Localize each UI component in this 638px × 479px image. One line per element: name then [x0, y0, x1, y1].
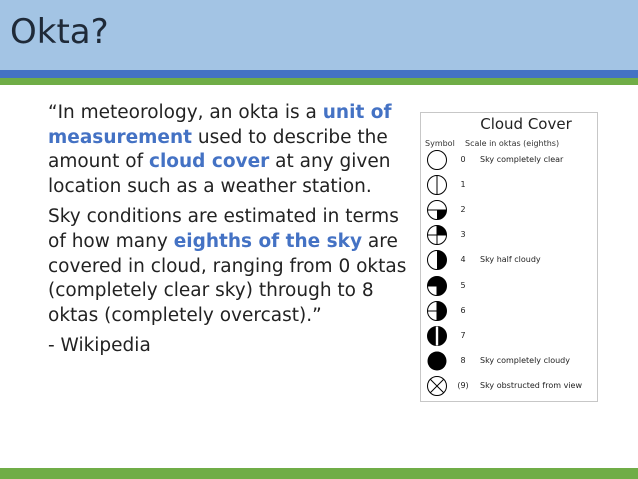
paragraph-sky-conditions: [48, 205, 408, 328]
text-segment: used to describe the amount of: [48, 126, 388, 173]
okta-number: 4: [460, 255, 466, 265]
okta-obstructed-icon: [426, 375, 448, 397]
okta-row: [421, 249, 597, 271]
okta-row: [421, 224, 597, 246]
okta-row: [421, 350, 597, 372]
paragraph-definition: [48, 101, 408, 199]
text-segment: at any given location such as a weather station.: [48, 151, 391, 197]
title-band: [0, 0, 638, 70]
okta-fill-full: [428, 351, 447, 370]
figure-title: Cloud Cover: [480, 115, 572, 133]
okta-description: Sky half cloudy: [480, 255, 541, 265]
okta-3-icon: [426, 224, 448, 246]
okta-number: 2: [460, 205, 466, 215]
okta-number: 1: [460, 180, 466, 190]
okta-number: 8: [460, 355, 466, 365]
okta-number: (9): [457, 380, 469, 390]
okta-number: 6: [460, 305, 466, 315]
okta-description: Sky completely clear: [480, 155, 564, 164]
column-header-scale: Scale in oktas (eighths): [465, 139, 560, 148]
attribution: - Wikipedia: [48, 335, 151, 357]
okta-row: [421, 199, 597, 221]
okta-row: [421, 325, 597, 347]
highlight-cloud-cover: cloud cover: [148, 151, 270, 173]
okta-fill-sector: [437, 326, 447, 345]
okta-number: 5: [460, 280, 466, 290]
okta-row: [421, 174, 597, 196]
okta-number: 0: [460, 155, 466, 164]
okta-fill-sector: [437, 251, 447, 270]
body-text: [48, 101, 408, 365]
okta-6-icon: [426, 300, 448, 322]
highlight-eighths-of-the-sky: eighths of the sky: [173, 230, 363, 252]
okta-7-icon: [426, 325, 448, 347]
okta-fill-sector: [428, 326, 438, 345]
text-segment: Sky conditions are estimated in terms of how many: [48, 206, 399, 252]
okta-row: [421, 149, 597, 171]
okta-0-icon: [426, 149, 448, 171]
text-segment: are covered in cloud, ranging from 0 oktas (completely clear sky) through to 8 oktas (completely overcast).”: [48, 230, 407, 326]
okta-outline: [428, 151, 447, 170]
okta-description: Sky obstructed from view: [480, 380, 582, 390]
highlight-unit-of-measurement: unit of measurement: [48, 102, 392, 148]
okta-4-icon: [426, 249, 448, 271]
okta-2-icon: [426, 199, 448, 221]
okta-1-icon: [426, 174, 448, 196]
okta-5-icon: [426, 275, 448, 297]
bottom-band: [0, 468, 638, 479]
okta-number: 3: [460, 230, 466, 240]
okta-number: 7: [460, 330, 466, 340]
okta-row: [421, 375, 597, 397]
okta-row: [421, 300, 597, 322]
okta-row: [421, 275, 597, 297]
column-header-symbol: Symbol: [425, 139, 455, 148]
blue-divider: [0, 70, 638, 78]
cloud-cover-figure: [420, 112, 598, 402]
okta-8-icon: [426, 350, 448, 372]
text-segment: “In meteorology, an okta is a: [48, 102, 323, 123]
okta-description: Sky completely cloudy: [480, 355, 570, 365]
slide-title: Okta?: [10, 12, 109, 52]
green-divider: [0, 78, 638, 85]
